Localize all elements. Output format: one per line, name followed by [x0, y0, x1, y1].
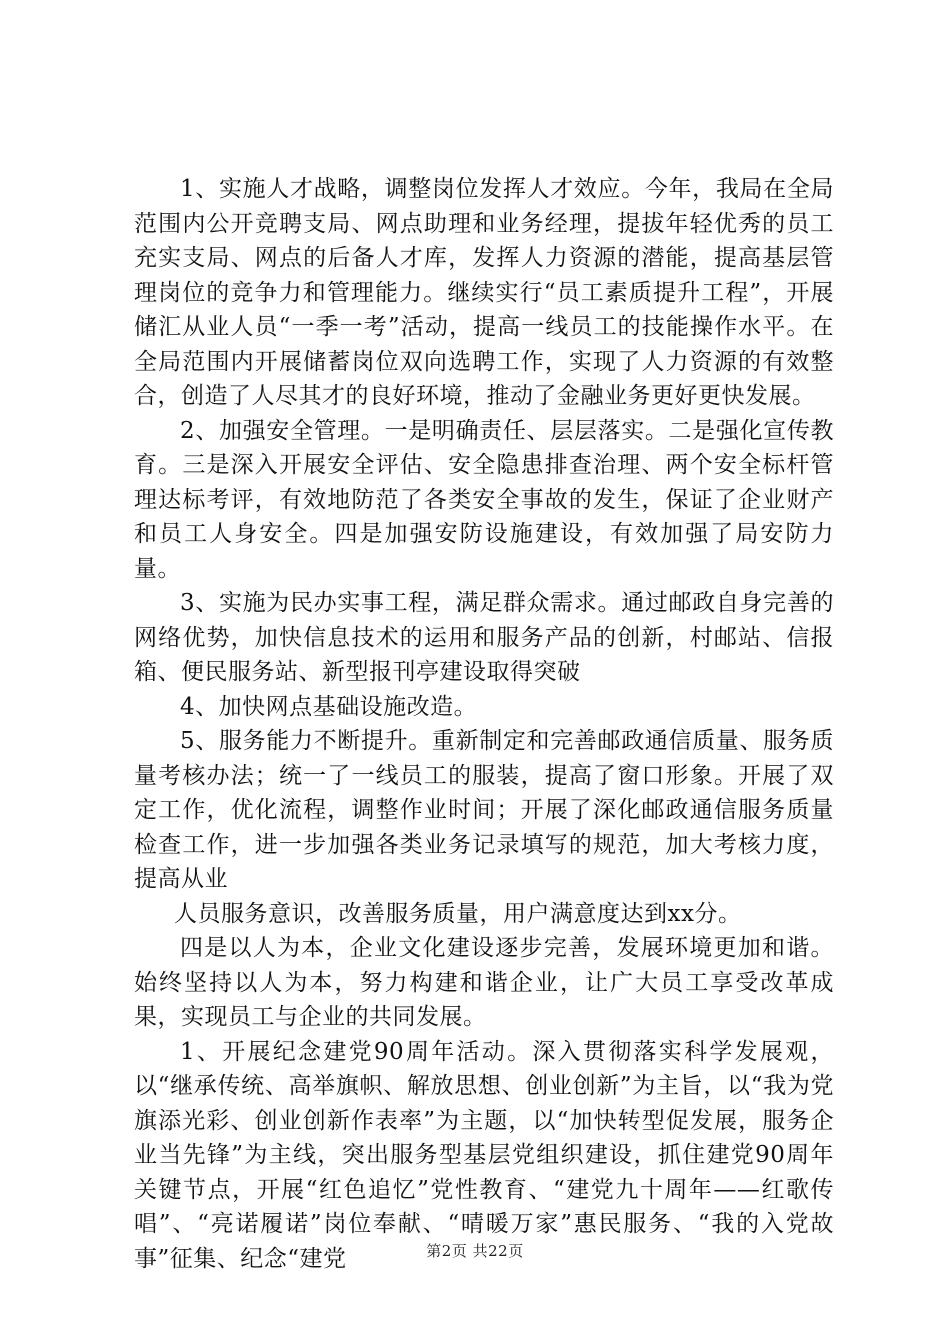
- paragraph-people-oriented-culture: 四是以人为本，企业文化建设逐步完善，发展环境更加和谐。始终坚持以人为本，努力构建和谐企业，让广大员工享受改革成果，实现员工与企业的共同发展。: [134, 935, 834, 1030]
- paragraph-party-anniversary: 1、开展纪念建党90周年活动。深入贯彻落实科学发展观，以“继承传统、高举旗帜、解放思想、创业创新”为主旨，以“我为党旗添光彩、创业创新作表率”为主题，以“加快转型促发展，服务企业当先锋”为主线，突出服务型基层党组织建设，抓住建党90周年关键节点，开展“红色追忆”党性教育、“建党九十周年——红歌传唱”、“亮诺履诺”岗位奉献、“晴暖万家”惠民服务、“我的入党故事”征集、纪念“建党: [134, 1038, 834, 1272]
- paragraph-service-capability-continued: 人员服务意识，改善服务质量，用户满意度达到xx分。: [174, 900, 742, 927]
- paragraph-talent-strategy: 1、实施人才战略，调整岗位发挥人才效应。今年，我局在全局范围内公开竞聘支局、网点助理和业务经理，提拔年轻优秀的员工充实支局、网点的后备人才库，发挥人力资源的潜能，提高基层管理岗位的竞争力和管理能力。继续实行“员工素质提升工程”，开展储汇从业人员“一季一考”活动，提高一线员工的技能操作水平。在全局范围内开展储蓄岗位双向选聘工作，实现了人力资源的有效整合，创造了人尽其才的良好环境，推动了金融业务更好更快发展。: [134, 176, 834, 409]
- page-number-footer: 第2页 共22页: [426, 1242, 524, 1260]
- paragraph-public-service-projects: 3、实施为民办实事工程，满足群众需求。通过邮政自身完善的网络优势，加快信息技术的运用和服务产品的创新，村邮站、信报箱、便民服务站、新型报刊亭建设取得突破: [134, 590, 834, 685]
- paragraph-service-capability: 5、服务能力不断提升。重新制定和完善邮政通信质量、服务质量考核办法；统一了一线员工的服装，提高了窗口形象。开展了双定工作，优化流程，调整作业时间；开展了深化邮政通信服务质量检查工作，进一步加强各类业务记录填写的规范，加大考核力度，提高从业: [134, 728, 834, 892]
- document-body: [134, 172, 834, 1276]
- paragraph-branch-infrastructure: 4、加快网点基础设施改造。: [180, 693, 478, 720]
- paragraph-safety-management: 2、加强安全管理。一是明确责任、层层落实。二是强化宣传教育。三是深入开展安全评估、安全隐患排查治理、两个安全标杆管理达标考评，有效地防范了各类安全事故的发生，保证了企业财产和员工人身安全。四是加强安防设施建设，有效加强了局安防力量。: [134, 417, 834, 582]
